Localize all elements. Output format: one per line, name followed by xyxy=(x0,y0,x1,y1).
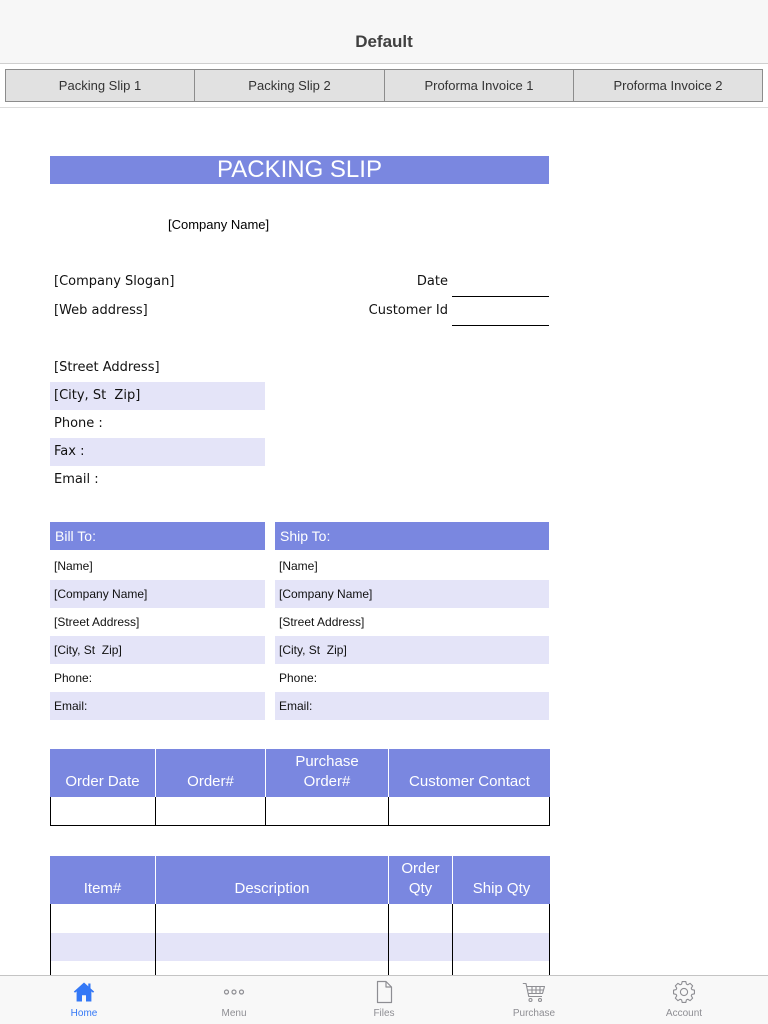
ship-to-name-field[interactable]: [Name] xyxy=(279,559,318,573)
customer-id-field[interactable] xyxy=(452,297,549,326)
ship-to-street-field[interactable]: [Street Address] xyxy=(279,615,365,629)
web-address-field[interactable]: [Web address] xyxy=(54,303,148,318)
ship-to-header: Ship To: xyxy=(275,522,549,550)
table-row xyxy=(50,961,550,975)
company-name-field[interactable]: [Company Name] xyxy=(168,217,270,232)
bill-to-name-field[interactable]: [Name] xyxy=(54,559,93,573)
navigation-bar xyxy=(0,0,768,64)
item-number-header-label: Item# xyxy=(83,880,122,897)
order-qty-cell[interactable] xyxy=(388,904,452,933)
purchase-order-cell[interactable] xyxy=(265,797,388,826)
segment-proforma-invoice-1[interactable]: Proforma Invoice 1 xyxy=(384,69,574,102)
table-row xyxy=(50,904,550,933)
order-date-header xyxy=(50,749,155,797)
bill-to-phone-field[interactable]: Phone: xyxy=(54,671,93,685)
document-icon xyxy=(372,980,396,1004)
item-number-cell[interactable] xyxy=(50,933,155,961)
segment-packing-slip-2[interactable]: Packing Slip 2 xyxy=(194,69,385,102)
company-fax-field[interactable]: Fax : xyxy=(50,438,265,466)
tab-files[interactable] xyxy=(309,976,459,1024)
date-field[interactable] xyxy=(452,268,549,297)
ship-qty-cell[interactable] xyxy=(452,933,550,961)
gear-icon xyxy=(672,980,696,1004)
company-street-address-field[interactable]: [Street Address] xyxy=(54,360,160,375)
date-label: Date xyxy=(416,274,448,289)
document-title: PACKING SLIP xyxy=(50,156,549,184)
ship-qty-cell[interactable] xyxy=(452,961,550,975)
web-customer-row xyxy=(50,297,549,325)
ship-to-email-field[interactable]: Email: xyxy=(275,692,549,720)
ship-qty-header-label: Ship Qty xyxy=(472,880,531,897)
template-segmented-control xyxy=(0,64,768,108)
document-scroll-area[interactable] xyxy=(0,108,768,975)
cart-icon xyxy=(522,980,546,1004)
tab-files-label: Files xyxy=(373,1008,395,1019)
ship-to-phone-field[interactable]: Phone: xyxy=(279,671,318,685)
order-number-header-label: Order# xyxy=(187,773,234,790)
bill-to-header: Bill To: xyxy=(50,522,265,550)
customer-id-label: Customer Id xyxy=(368,303,448,318)
order-date-cell[interactable] xyxy=(50,797,155,826)
customer-contact-header-label: Customer Contact xyxy=(409,773,530,790)
description-header-label: Description xyxy=(234,880,310,897)
order-qty-cell[interactable] xyxy=(388,933,452,961)
tab-menu[interactable] xyxy=(159,976,309,1024)
description-cell[interactable] xyxy=(155,904,388,933)
nav-title: Default xyxy=(355,32,413,51)
ship-to-company-field[interactable]: [Company Name] xyxy=(275,580,549,608)
bill-to-city-field[interactable]: [City, St Zip] xyxy=(50,636,265,664)
order-qty-header xyxy=(388,856,452,904)
home-icon xyxy=(72,980,96,1004)
tab-purchase[interactable] xyxy=(459,976,609,1024)
ship-to-city-field[interactable]: [City, St Zip] xyxy=(275,636,549,664)
company-slogan-field[interactable]: [Company Slogan] xyxy=(54,274,175,289)
order-table-row xyxy=(50,797,550,826)
bill-to-email-field[interactable]: Email: xyxy=(50,692,265,720)
tab-account-label: Account xyxy=(665,1008,703,1019)
item-number-cell[interactable] xyxy=(50,961,155,975)
tab-bar xyxy=(0,975,768,1024)
order-qty-header-label: Order Qty xyxy=(401,860,440,897)
purchase-order-header xyxy=(265,749,388,797)
description-cell[interactable] xyxy=(155,961,388,975)
description-cell[interactable] xyxy=(155,933,388,961)
company-email-field[interactable]: Email : xyxy=(54,472,99,487)
order-date-header-label: Order Date xyxy=(65,773,140,790)
order-info-table xyxy=(50,749,550,826)
tab-purchase-label: Purchase xyxy=(512,1008,556,1019)
customer-contact-header xyxy=(388,749,550,797)
tab-home[interactable] xyxy=(9,976,159,1024)
segment-packing-slip-1[interactable]: Packing Slip 1 xyxy=(5,69,195,102)
item-number-header xyxy=(50,856,155,904)
items-table-header xyxy=(50,856,550,904)
company-city-state-zip-field[interactable]: [City, St Zip] xyxy=(50,382,265,410)
bill-to-company-field[interactable]: [Company Name] xyxy=(50,580,265,608)
item-number-cell[interactable] xyxy=(50,904,155,933)
order-number-header xyxy=(155,749,265,797)
table-row xyxy=(50,933,550,961)
items-table xyxy=(50,856,550,975)
purchase-order-header-label: Purchase Order# xyxy=(295,753,359,790)
customer-contact-cell[interactable] xyxy=(388,797,550,826)
bill-to-street-field[interactable]: [Street Address] xyxy=(54,615,140,629)
ship-qty-cell[interactable] xyxy=(452,904,550,933)
tab-home-label: Home xyxy=(70,1008,98,1019)
company-phone-field[interactable]: Phone : xyxy=(54,416,103,431)
tab-menu-label: Menu xyxy=(221,1008,247,1019)
tab-account[interactable] xyxy=(609,976,759,1024)
segment-proforma-invoice-2[interactable]: Proforma Invoice 2 xyxy=(573,69,763,102)
more-icon xyxy=(222,980,246,1004)
slogan-date-row xyxy=(50,268,549,296)
ship-qty-header xyxy=(452,856,550,904)
description-header xyxy=(155,856,388,904)
order-number-cell[interactable] xyxy=(155,797,265,826)
order-table-header xyxy=(50,749,550,797)
order-qty-cell[interactable] xyxy=(388,961,452,975)
